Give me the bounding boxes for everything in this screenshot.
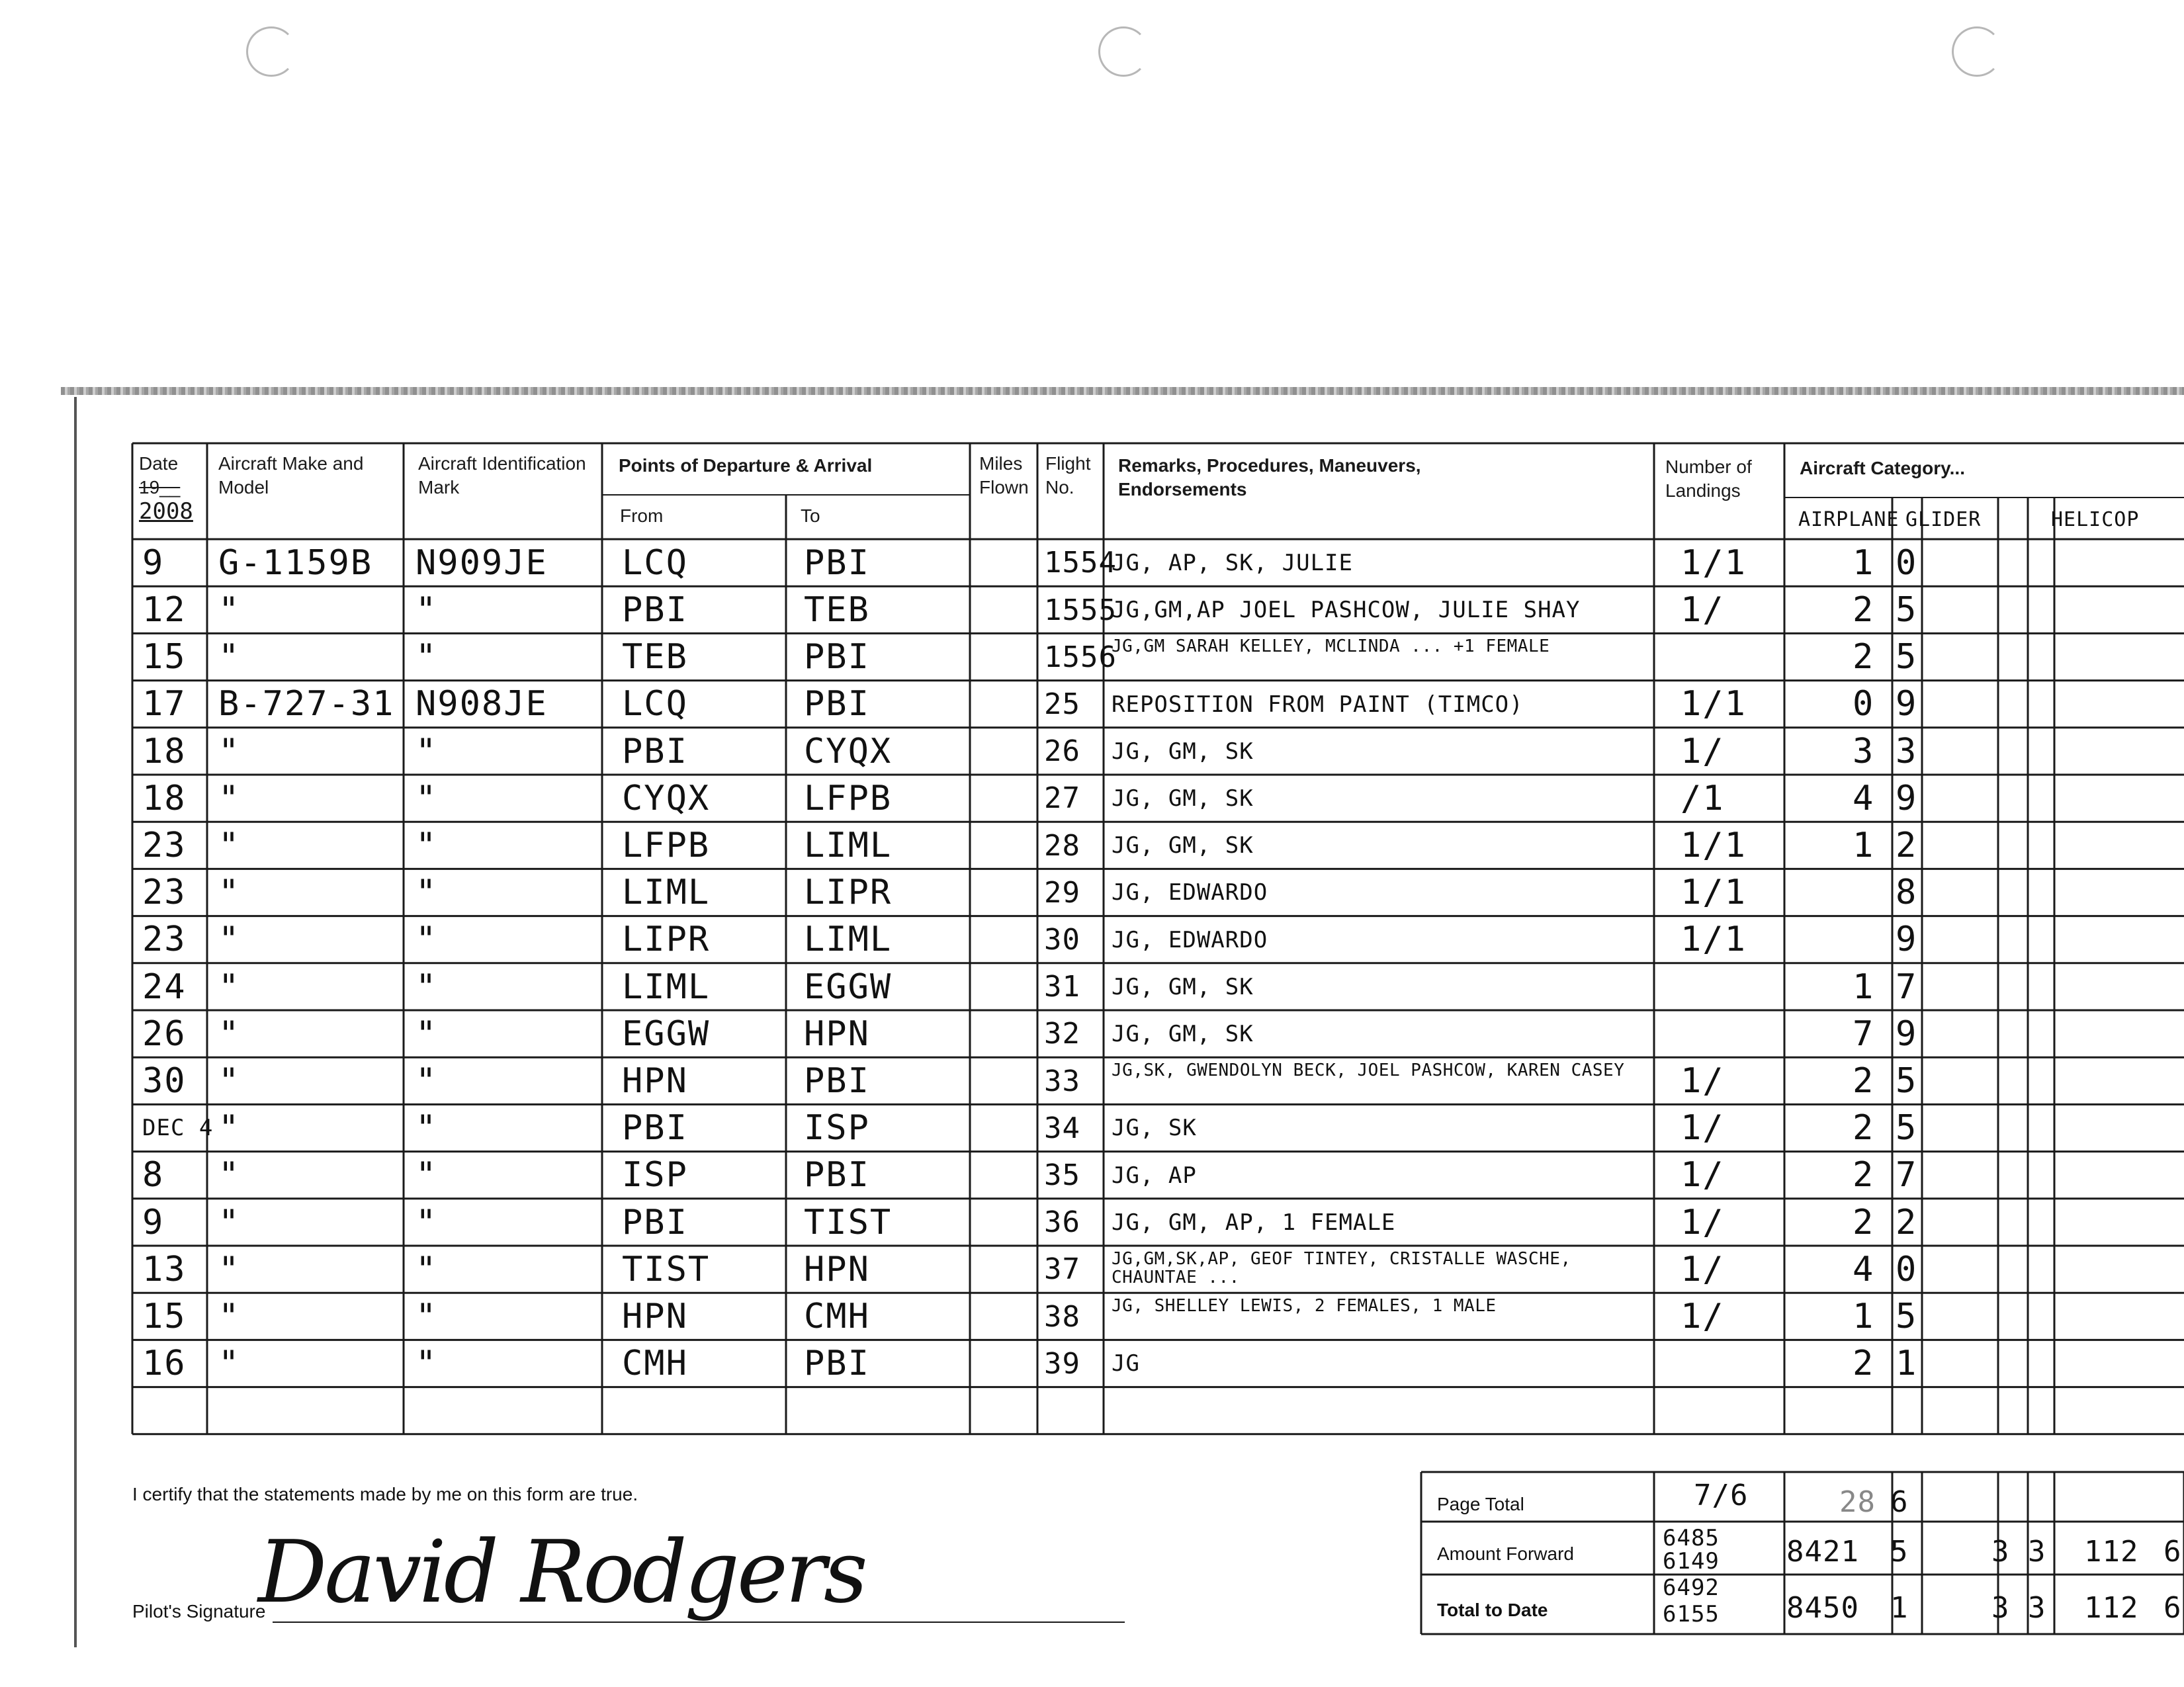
cell-airplane-tenths: 3 [1896, 731, 1918, 771]
cell-airplane-tenths: 7 [1896, 1155, 1918, 1195]
total-landings-1: 6492 [1663, 1575, 1720, 1601]
cell-flight-no: 36 [1044, 1205, 1080, 1240]
cell-flight-no: 30 [1044, 922, 1080, 957]
cell-make-model: " [218, 1249, 241, 1289]
cell-to: ISP [804, 1108, 870, 1148]
cell-airplane-tenths: 5 [1896, 1060, 1918, 1101]
cell-make-model: " [218, 1014, 241, 1054]
cell-make-model: " [218, 731, 241, 771]
total-to-date-label: Total to Date [1437, 1600, 1548, 1620]
header-date: Date 19__ 2008 [139, 453, 193, 525]
cell-make-model: " [218, 778, 241, 818]
cell-make-model: G-1159B [218, 542, 373, 583]
cell-to: TEB [804, 589, 870, 630]
cell-landings: 1/1 [1681, 684, 1747, 724]
cell-ident-mark: " [415, 637, 438, 677]
cell-landings: 1/ [1681, 1202, 1725, 1242]
cell-remarks: JG,SK, GWENDOLYN BECK, JOEL PASHCOW, KAREN CASEY [1112, 1060, 1625, 1081]
cell-ident-mark: " [415, 1344, 438, 1384]
cell-flight-no: 38 [1044, 1299, 1080, 1334]
total-landings-2: 6155 [1663, 1601, 1720, 1627]
cell-landings: 1/ [1681, 589, 1725, 630]
cell-date: 9 [142, 1202, 165, 1242]
cell-remarks: JG, GM, SK [1112, 832, 1254, 859]
cell-to: HPN [804, 1249, 870, 1289]
cell-make-model: " [218, 825, 241, 865]
cell-date: 23 [142, 920, 187, 960]
header-flight: Flight No. [1045, 453, 1091, 497]
cell-ident-mark: " [415, 1296, 438, 1336]
cell-remarks: JG, AP [1112, 1162, 1197, 1189]
cell-from: TEB [622, 637, 688, 677]
cell-to: PBI [804, 637, 870, 677]
cell-remarks: REPOSITION FROM PAINT (TIMCO) [1112, 691, 1524, 718]
cell-from: LIML [622, 967, 711, 1007]
cell-landings: 1/1 [1681, 873, 1747, 913]
cell-from: LCQ [622, 684, 688, 724]
cell-airplane-tenths: 5 [1896, 1296, 1918, 1336]
category-airplane: AIRPLANE [1798, 508, 1900, 531]
cell-to: CYQX [804, 731, 893, 771]
cell-airplane-tenths: 2 [1896, 1202, 1918, 1242]
cell-ident-mark: " [415, 920, 438, 960]
cell-landings: /1 [1681, 778, 1725, 818]
cell-airplane-hours: 3 [1853, 731, 1875, 771]
cell-date: 24 [142, 967, 187, 1007]
cell-date: 23 [142, 825, 187, 865]
forward-airplane-hours: 8421 [1786, 1535, 1859, 1569]
header-remarks: Remarks, Procedures, Maneuvers, Endorsements [1118, 455, 1421, 499]
cell-airplane-hours: 2 [1853, 1108, 1875, 1148]
header-from: From [620, 505, 664, 526]
cell-date: 17 [142, 684, 187, 724]
cell-make-model: " [218, 920, 241, 960]
header-to: To [801, 505, 820, 526]
cell-landings: 1/ [1681, 1155, 1725, 1195]
cell-ident-mark: " [415, 825, 438, 865]
cell-airplane-hours: 4 [1853, 1249, 1875, 1289]
cell-remarks: JG, EDWARDO [1112, 926, 1268, 953]
category-helicopter: HELICOP [2051, 508, 2140, 531]
cell-remarks: JG, SHELLEY LEWIS, 2 FEMALES, 1 MALE [1112, 1296, 1497, 1317]
cell-ident-mark: " [415, 1108, 438, 1148]
cell-flight-no: 26 [1044, 734, 1080, 769]
total-glider-tenths: 3 [2028, 1591, 2046, 1625]
header-make-model: Aircraft Make and Model [218, 453, 364, 497]
cell-date: 13 [142, 1249, 187, 1289]
cell-ident-mark: " [415, 1202, 438, 1242]
cell-ident-mark: " [415, 589, 438, 630]
cell-flight-no: 37 [1044, 1252, 1080, 1287]
header-miles: Miles Flown [979, 453, 1029, 497]
cell-airplane-tenths: 5 [1896, 637, 1918, 677]
cell-landings: 1/1 [1681, 542, 1747, 583]
cell-flight-no: 27 [1044, 781, 1080, 816]
cell-landings: 1/ [1681, 1296, 1725, 1336]
cell-to: TIST [804, 1202, 893, 1242]
cell-to: LIML [804, 825, 893, 865]
cell-airplane-hours: 1 [1853, 967, 1875, 1007]
cell-flight-no: 1555 [1044, 593, 1117, 627]
cell-airplane-hours: 2 [1853, 1155, 1875, 1195]
cell-date: 30 [142, 1060, 187, 1101]
forward-heli-hours: 112 [2084, 1535, 2139, 1569]
cell-flight-no: 29 [1044, 875, 1080, 910]
cell-airplane-hours: 4 [1853, 778, 1875, 818]
cell-from: EGGW [622, 1014, 711, 1054]
cell-flight-no: 25 [1044, 687, 1080, 721]
cell-make-model: " [218, 1344, 241, 1384]
cell-make-model: " [218, 589, 241, 630]
cell-from: LCQ [622, 542, 688, 583]
cell-ident-mark: " [415, 873, 438, 913]
cell-from: TIST [622, 1249, 711, 1289]
cell-to: PBI [804, 542, 870, 583]
cell-landings: 1/1 [1681, 825, 1747, 865]
cell-date: 16 [142, 1344, 187, 1384]
cell-remarks: JG [1112, 1350, 1140, 1377]
cell-airplane-tenths: 8 [1896, 873, 1918, 913]
cell-date: 18 [142, 778, 187, 818]
cell-airplane-hours: 2 [1853, 1202, 1875, 1242]
cell-from: HPN [622, 1296, 688, 1336]
cell-airplane-tenths: 5 [1896, 1108, 1918, 1148]
cell-to: HPN [804, 1014, 870, 1054]
cell-from: PBI [622, 731, 688, 771]
page-total-label: Page Total [1437, 1494, 1524, 1514]
header-ident-mark: Aircraft Identification Mark [418, 453, 586, 497]
amount-forward-label: Amount Forward [1437, 1543, 1574, 1564]
cell-date: 8 [142, 1155, 165, 1195]
cell-flight-no: 39 [1044, 1346, 1080, 1381]
cell-remarks: JG, GM, SK [1112, 738, 1254, 765]
forward-landings-2: 6149 [1663, 1548, 1720, 1575]
header-points: Points of Departure & Arrival [619, 455, 873, 476]
cell-airplane-hours: 2 [1853, 1344, 1875, 1384]
total-airplane-tenths: 1 [1890, 1591, 1909, 1625]
cell-ident-mark: N908JE [415, 684, 548, 724]
cell-remarks: JG, SK [1112, 1115, 1197, 1142]
cell-to: LFPB [804, 778, 893, 818]
cell-remarks: JG, GM, SK [1112, 973, 1254, 1000]
cell-flight-no: 34 [1044, 1111, 1080, 1145]
cell-airplane-hours: 7 [1853, 1014, 1875, 1054]
cell-from: LIML [622, 873, 711, 913]
cell-ident-mark: " [415, 778, 438, 818]
cell-date: 9 [142, 542, 165, 583]
cell-from: PBI [622, 589, 688, 630]
cell-remarks: JG, EDWARDO [1112, 879, 1268, 906]
cell-ident-mark: N909JE [415, 542, 548, 583]
cell-to: LIML [804, 920, 893, 960]
cell-make-model: " [218, 1155, 241, 1195]
cell-landings: 1/ [1681, 1108, 1725, 1148]
cell-date: 12 [142, 589, 187, 630]
cell-remarks: JG, AP, SK, JULIE [1112, 550, 1353, 577]
page-total-landings: 7/6 [1694, 1479, 1749, 1512]
cell-from: LFPB [622, 825, 711, 865]
forward-airplane-tenths: 5 [1890, 1535, 1909, 1569]
cell-airplane-tenths: 0 [1896, 1249, 1918, 1289]
cell-flight-no: 32 [1044, 1017, 1080, 1051]
cell-to: LIPR [804, 873, 893, 913]
forward-glider-hours: 3 [1991, 1535, 2010, 1569]
cell-make-model: " [218, 967, 241, 1007]
cell-flight-no: 31 [1044, 970, 1080, 1004]
header-landings: Number of Landings [1665, 456, 1752, 501]
cell-to: PBI [804, 1155, 870, 1195]
cell-flight-no: 1554 [1044, 546, 1117, 580]
cell-landings: 1/ [1681, 1060, 1725, 1101]
cell-flight-no: 1556 [1044, 640, 1117, 674]
cell-from: CYQX [622, 778, 711, 818]
cell-remarks: JG, GM, SK [1112, 785, 1254, 812]
cell-from: PBI [622, 1202, 688, 1242]
cell-to: PBI [804, 1060, 870, 1101]
cell-date: 15 [142, 1296, 187, 1336]
pilot-signature: David Rodgers [258, 1522, 865, 1622]
cell-airplane-tenths: 9 [1896, 684, 1918, 724]
cell-landings: 1/ [1681, 731, 1725, 771]
cell-airplane-tenths: 0 [1896, 542, 1918, 583]
cell-from: CMH [622, 1344, 688, 1384]
cell-ident-mark: " [415, 967, 438, 1007]
cell-date: DEC 4 [142, 1115, 214, 1142]
cell-flight-no: 28 [1044, 828, 1080, 863]
cell-from: PBI [622, 1108, 688, 1148]
cell-ident-mark: " [415, 1249, 438, 1289]
cell-airplane-tenths: 9 [1896, 778, 1918, 818]
cell-remarks: JG,GM,SK,AP, GEOF TINTEY, CRISTALLE WASCHE, CHAUNTAE ... [1112, 1249, 1571, 1287]
cell-remarks: JG,GM SARAH KELLEY, MCLINDA ... +1 FEMALE [1112, 636, 1550, 657]
cell-make-model: " [218, 1108, 241, 1148]
total-glider-hours: 3 [1991, 1591, 2010, 1625]
cell-from: HPN [622, 1060, 688, 1101]
cell-make-model: " [218, 1296, 241, 1336]
cell-airplane-hours: 1 [1853, 825, 1875, 865]
page-total-airplane-hours: 28 [1839, 1485, 1876, 1519]
cell-date: 15 [142, 637, 187, 677]
cell-airplane-tenths: 9 [1896, 920, 1918, 960]
cell-make-model: " [218, 1202, 241, 1242]
cell-date: 18 [142, 731, 187, 771]
cell-remarks: JG, GM, SK [1112, 1021, 1254, 1048]
header-category: Aircraft Category... [1800, 458, 1965, 478]
cell-make-model: " [218, 873, 241, 913]
cell-from: LIPR [622, 920, 711, 960]
cell-flight-no: 35 [1044, 1158, 1080, 1192]
total-airplane-hours: 8450 [1786, 1591, 1859, 1625]
cell-ident-mark: " [415, 1155, 438, 1195]
cell-airplane-hours: 1 [1853, 1296, 1875, 1336]
cell-to: PBI [804, 1344, 870, 1384]
cell-airplane-hours: 2 [1853, 637, 1875, 677]
certification-statement: I certify that the statements made by me on this form are true. [132, 1484, 638, 1504]
cell-to: CMH [804, 1296, 870, 1336]
total-heli-hours: 112 [2084, 1591, 2139, 1625]
category-glider: GLIDER [1905, 508, 1982, 531]
cell-to: EGGW [804, 967, 893, 1007]
forward-heli-tenths: 6 [2163, 1535, 2182, 1569]
cell-make-model: " [218, 1060, 241, 1101]
cell-airplane-tenths: 9 [1896, 1014, 1918, 1054]
cell-ident-mark: " [415, 731, 438, 771]
forward-glider-tenths: 3 [2028, 1535, 2046, 1569]
cell-airplane-hours: 0 [1853, 684, 1875, 724]
cell-make-model: B-727-31 [218, 684, 395, 724]
cell-remarks: JG,GM,AP JOEL PASHCOW, JULIE SHAY [1112, 597, 1581, 624]
page-total-airplane-tenths: 6 [1890, 1485, 1909, 1519]
cell-airplane-hours: 1 [1853, 542, 1875, 583]
cell-airplane-hours: 2 [1853, 1060, 1875, 1101]
cell-from: ISP [622, 1155, 688, 1195]
forward-landings-1: 6485 [1663, 1525, 1720, 1551]
cell-ident-mark: " [415, 1014, 438, 1054]
cell-airplane-tenths: 5 [1896, 589, 1918, 630]
cell-date: 26 [142, 1014, 187, 1054]
cell-to: PBI [804, 684, 870, 724]
total-heli-tenths: 6 [2163, 1591, 2182, 1625]
cell-make-model: " [218, 637, 241, 677]
cell-remarks: JG, GM, AP, 1 FEMALE [1112, 1209, 1396, 1236]
cell-landings: 1/ [1681, 1249, 1725, 1289]
cell-airplane-tenths: 1 [1896, 1344, 1918, 1384]
cell-date: 23 [142, 873, 187, 913]
pilot-signature-label: Pilot's Signature [132, 1601, 266, 1622]
cell-landings: 1/1 [1681, 920, 1747, 960]
cell-airplane-tenths: 2 [1896, 825, 1918, 865]
cell-flight-no: 33 [1044, 1064, 1080, 1098]
cell-airplane-tenths: 7 [1896, 967, 1918, 1007]
cell-ident-mark: " [415, 1060, 438, 1101]
cell-airplane-hours: 2 [1853, 589, 1875, 630]
